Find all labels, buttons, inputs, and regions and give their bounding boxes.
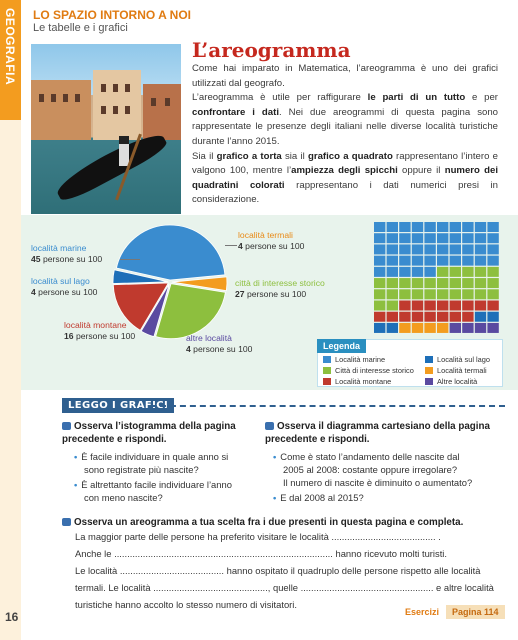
square-cell-località-marine	[450, 233, 461, 243]
legend-item: Località marine	[323, 355, 385, 364]
square-cell-città-di-interesse-storico	[487, 278, 498, 288]
square-cell-località-termali	[399, 323, 410, 333]
square-cell-località-termali	[437, 323, 448, 333]
leader-line	[225, 245, 237, 246]
article-title: L’areogramma	[192, 38, 351, 62]
pie-label-termali: località termali 4 persone su 100	[238, 230, 305, 251]
square-cell-località-montane	[450, 312, 461, 322]
square-cell-località-montane	[387, 312, 398, 322]
square-cell-città-di-interesse-storico	[437, 278, 448, 288]
square-cell-località-marine	[374, 267, 385, 277]
page-number: 16	[5, 610, 19, 624]
square-cell-città-di-interesse-storico	[487, 267, 498, 277]
legend-item: Altre località	[425, 377, 477, 386]
square-cell-altre-località	[475, 323, 486, 333]
square-cell-città-di-interesse-storico	[399, 289, 410, 299]
square-cell-località-sul-lago	[475, 312, 486, 322]
pie-slice-località-marine	[116, 225, 224, 280]
square-cell-località-marine	[450, 244, 461, 254]
square-cell-città-di-interesse-storico	[412, 289, 423, 299]
square-cell-località-marine	[437, 233, 448, 243]
square-cell-località-marine	[487, 256, 498, 266]
square-cell-città-di-interesse-storico	[475, 267, 486, 277]
section-tab-label: GEOGRAFIA	[3, 8, 17, 86]
square-cell-altre-località	[450, 323, 461, 333]
question-1-heading: Osserva l’istogramma della pagina precedente e rispondi.	[62, 421, 236, 445]
square-cell-città-di-interesse-storico	[387, 278, 398, 288]
intro-paragraph-3: Sia il grafico a torta sia il grafico a quadrato rappresentano l’intero e valgono 100, mentre l’ampiezza degli spicchi oppure il numero dei quadratini colorati rappresentano i dati numerici presi in considerazione.	[192, 150, 498, 206]
square-cell-città-di-interesse-storico	[437, 289, 448, 299]
square-cell-località-montane	[475, 300, 486, 310]
legend-item: Città di interesse storico	[323, 366, 414, 375]
square-cell-città-di-interesse-storico	[374, 278, 385, 288]
square-cell-città-di-interesse-storico	[462, 278, 473, 288]
square-cell-località-montane	[399, 312, 410, 322]
square-cell-località-marine	[387, 267, 398, 277]
pie-label-marine: località marine 45 persone su 100	[31, 243, 103, 264]
square-chart	[374, 222, 500, 334]
square-cell-città-di-interesse-storico	[399, 278, 410, 288]
square-cell-località-marine	[374, 244, 385, 254]
square-cell-città-di-interesse-storico	[450, 289, 461, 299]
square-cell-città-di-interesse-storico	[374, 300, 385, 310]
exercise-heading: Osserva un areogramma a tua scelta fra i due presenti in questa pagina e completa.	[62, 516, 463, 529]
square-cell-località-marine	[487, 222, 498, 232]
square-cell-località-marine	[399, 222, 410, 232]
legend-item: Località sul lago	[425, 355, 490, 364]
chapter-subtitle: Le tabelle e i grafici	[33, 22, 128, 34]
section-heading: LEGGO I GRAFICI	[62, 398, 174, 413]
pie-label-storico: città di interesse storico 27 persone su 100	[235, 278, 325, 299]
square-cell-località-marine	[424, 256, 435, 266]
square-cell-città-di-interesse-storico	[424, 278, 435, 288]
square-cell-località-montane	[437, 312, 448, 322]
square-cell-località-montane	[412, 300, 423, 310]
square-cell-località-marine	[487, 244, 498, 254]
square-cell-località-termali	[412, 323, 423, 333]
exercise-line: La maggior parte delle persone ha preferito visitare le località ........................................ .	[75, 531, 441, 542]
square-cell-località-marine	[462, 233, 473, 243]
square-cell-città-di-interesse-storico	[424, 289, 435, 299]
square-cell-città-di-interesse-storico	[462, 289, 473, 299]
square-cell-località-marine	[412, 222, 423, 232]
square-cell-città-di-interesse-storico	[387, 300, 398, 310]
square-cell-città-di-interesse-storico	[462, 267, 473, 277]
square-cell-località-marine	[399, 244, 410, 254]
section-tab	[0, 0, 21, 120]
square-cell-località-sul-lago	[487, 312, 498, 322]
square-cell-località-marine	[374, 233, 385, 243]
exercise-line: turistiche hanno accolto lo stesso numero di visitatori.	[75, 599, 297, 610]
square-cell-località-montane	[462, 300, 473, 310]
square-cell-città-di-interesse-storico	[437, 267, 448, 277]
dashed-divider	[150, 405, 505, 407]
square-cell-località-marine	[475, 256, 486, 266]
square-cell-località-marine	[387, 222, 398, 232]
square-cell-località-marine	[462, 256, 473, 266]
square-cell-località-marine	[437, 244, 448, 254]
square-cell-località-montane	[437, 300, 448, 310]
exercise-line: Le località ........................................ hanno ospitato il quadruplo delle persone rispetto alle località	[75, 565, 481, 576]
square-cell-località-montane	[424, 312, 435, 322]
pencil-icon	[62, 422, 71, 430]
square-cell-località-marine	[374, 222, 385, 232]
square-cell-località-termali	[424, 323, 435, 333]
square-cell-località-marine	[412, 233, 423, 243]
pencil-icon	[62, 518, 71, 526]
intro-paragraph-1: Come hai imparato in Matematica, l’areogramma è uno dei grafici utilizzati dal geografo.	[192, 63, 498, 89]
leader-line	[120, 259, 140, 260]
square-cell-località-marine	[424, 222, 435, 232]
square-cell-città-di-interesse-storico	[450, 278, 461, 288]
question-2-heading: Osserva il diagramma cartesiano della pagina precedente e rispondi.	[265, 421, 490, 445]
chapter-title: LO SPAZIO INTORNO A NOI	[33, 8, 192, 22]
venice-gondola-photo	[31, 44, 181, 214]
square-cell-città-di-interesse-storico	[387, 289, 398, 299]
square-cell-località-marine	[475, 244, 486, 254]
pie-label-altre: altre località 4 persone su 100	[186, 333, 253, 354]
square-cell-altre-località	[487, 323, 498, 333]
square-cell-località-marine	[399, 256, 410, 266]
square-cell-località-marine	[475, 233, 486, 243]
square-cell-località-marine	[387, 233, 398, 243]
square-cell-località-montane	[424, 300, 435, 310]
square-cell-località-marine	[424, 233, 435, 243]
square-cell-località-sul-lago	[374, 323, 385, 333]
square-cell-località-marine	[475, 222, 486, 232]
square-cell-città-di-interesse-storico	[450, 267, 461, 277]
exercises-label: Esercizi	[405, 607, 440, 617]
exercise-line: Anche le .................................................................................... hanno ricevuto molti turisti.	[75, 548, 447, 559]
legend-title: Legenda	[317, 339, 366, 353]
square-cell-città-di-interesse-storico	[374, 289, 385, 299]
square-cell-località-marine	[437, 222, 448, 232]
square-cell-località-marine	[450, 256, 461, 266]
square-cell-località-montane	[399, 300, 410, 310]
square-cell-località-marine	[462, 222, 473, 232]
question-1-bullet: • È facile individuare in quale anno si sono registrate più nascite?	[74, 451, 229, 475]
pie-label-lago: località sul lago 4 persone su 100	[31, 276, 98, 297]
question-1-bullet: • È altrettanto facile individuare l’anno con meno nascite?	[74, 479, 232, 503]
square-cell-località-montane	[450, 300, 461, 310]
square-cell-località-marine	[387, 256, 398, 266]
square-cell-località-marine	[412, 256, 423, 266]
question-2-bullet: • E dal 2008 al 2015?	[273, 492, 364, 503]
square-cell-città-di-interesse-storico	[475, 278, 486, 288]
square-cell-altre-località	[462, 323, 473, 333]
square-cell-località-marine	[399, 233, 410, 243]
square-cell-città-di-interesse-storico	[412, 278, 423, 288]
square-cell-località-montane	[487, 300, 498, 310]
square-cell-località-marine	[424, 267, 435, 277]
square-cell-località-marine	[412, 244, 423, 254]
legend-item: Località montane	[323, 377, 391, 386]
square-cell-località-sul-lago	[387, 323, 398, 333]
square-cell-località-marine	[412, 267, 423, 277]
page-margin-strip	[0, 120, 21, 640]
question-2-bullet: • Come è stato l’andamento delle nascite dal 2005 al 2008: costante oppure irregolare? Il numero di nascite è diminuito o aumentato?	[273, 451, 473, 488]
square-cell-località-marine	[399, 267, 410, 277]
square-cell-località-montane	[462, 312, 473, 322]
pie-label-montane: località montane 16 persone su 100	[64, 320, 136, 341]
square-cell-città-di-interesse-storico	[475, 289, 486, 299]
intro-paragraph-2: L’areogramma è utile per raffigurare le parti di un tutto e per confrontare i dati. Nei due areogrammi di questa pagina sono rappresentate le presenze degli italiani nelle diverse località turistiche durante l’anno 2015.	[192, 92, 499, 147]
square-cell-località-marine	[487, 233, 498, 243]
exercise-line: termali. Le località ............................................, quelle ................................................... e altre località	[75, 582, 494, 593]
square-cell-località-montane	[412, 312, 423, 322]
square-cell-località-marine	[387, 244, 398, 254]
square-cell-località-marine	[374, 256, 385, 266]
square-cell-località-marine	[424, 244, 435, 254]
legend-item: Località termali	[425, 366, 487, 375]
square-cell-località-montane	[374, 312, 385, 322]
page-reference[interactable]: Pagina 114	[446, 605, 505, 619]
square-cell-località-marine	[437, 256, 448, 266]
square-cell-località-marine	[450, 222, 461, 232]
square-cell-città-di-interesse-storico	[487, 289, 498, 299]
square-cell-località-marine	[462, 244, 473, 254]
article-intro	[192, 62, 498, 208]
pencil-icon	[265, 422, 274, 430]
